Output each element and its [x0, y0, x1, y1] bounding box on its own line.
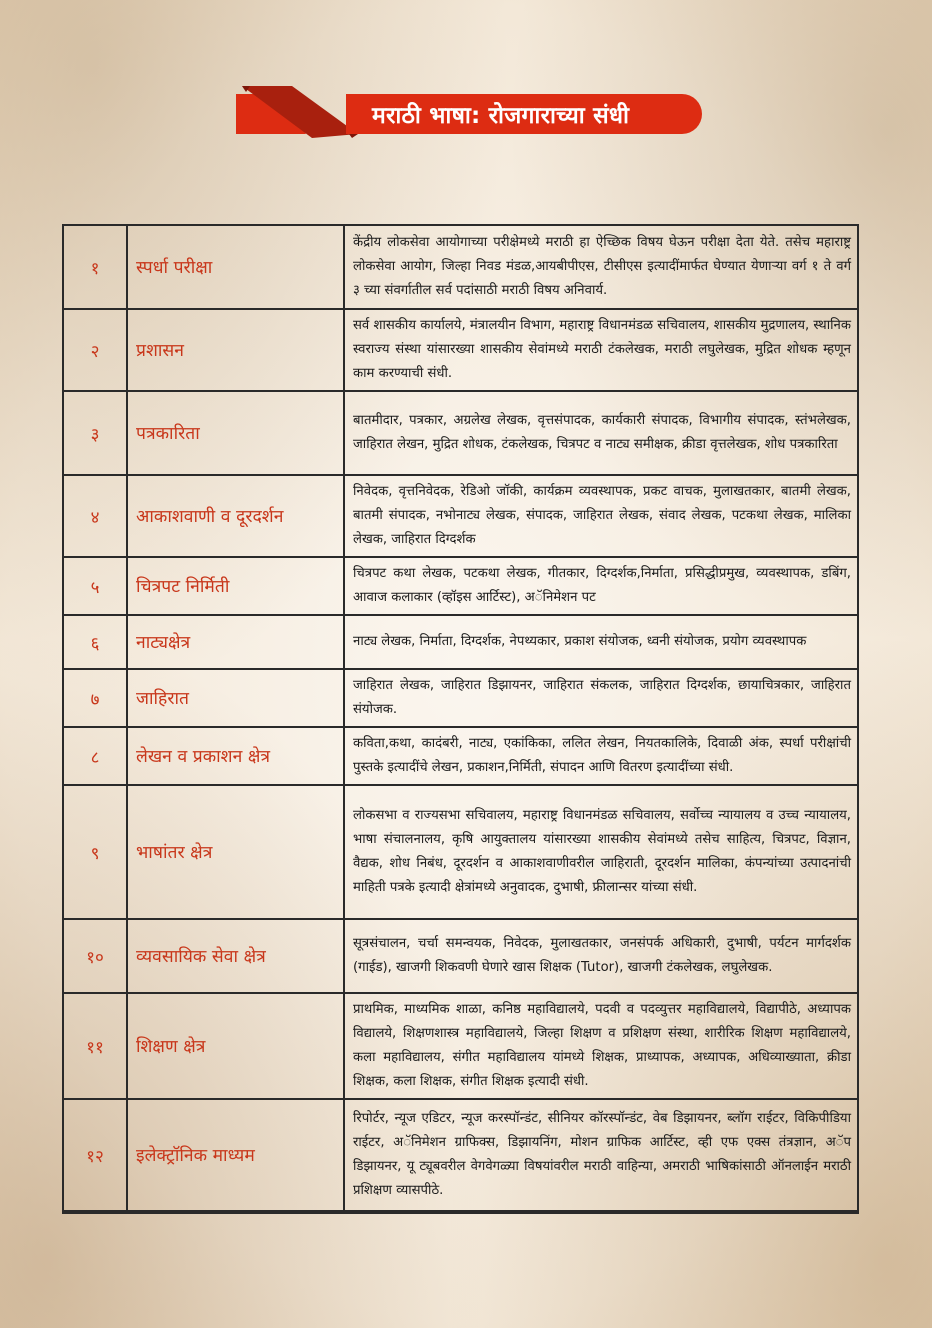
category-description: कविता,कथा, कादंबरी, नाट्य, एकांकिका, ललित लेखन, नियतकालिके, दिवाळी अंक, स्पर्धा परीक्षांची पुस्तके इत्यादींचे लेखन, प्रकाशन,निर्मिती, संपादन आणि वितरण इत्यादींच्या संधी.	[344, 727, 858, 785]
row-number: ९	[63, 785, 127, 919]
row-number: १	[63, 225, 127, 309]
category-name: जाहिरात	[127, 669, 344, 727]
category-description: चित्रपट कथा लेखक, पटकथा लेखक, गीतकार, दिग्दर्शक,निर्माता, प्रसिद्धीप्रमुख, व्यवस्थापक, डबिंग, आवाज कलाकार (व्हॉइस आर्टिस्ट), अॅनिमेशन पट	[344, 557, 858, 615]
table-row	[63, 225, 858, 309]
category-description: लोकसभा व राज्यसभा सचिवालय, महाराष्ट्र विधानमंडळ सचिवालय, सर्वोच्च न्यायालय व उच्च न्यायालय, भाषा संचालनालय, कृषि आयुक्तालय यांसारख्या शासकीय सेवांमध्ये तसेच साहित्य, चित्रपट, विज्ञान, वैद्यक, शोध निबंध, दूरदर्शन व आकाशवाणीवरील जाहिराती, दूरदर्शन मालिका, कंपन्यांच्या उत्पादनांची माहिती पत्रके इत्यादी क्षेत्रांमध्ये अनुवादक, दुभाषी, फ्रीलान्सर यांच्या संधी.	[344, 785, 858, 919]
category-name: चित्रपट निर्मिती	[127, 557, 344, 615]
category-name: शिक्षण क्षेत्र	[127, 993, 344, 1099]
row-number: ८	[63, 727, 127, 785]
row-number: १०	[63, 919, 127, 993]
table-row	[63, 391, 858, 475]
row-number: १२	[63, 1099, 127, 1211]
table-row	[63, 475, 858, 557]
career-opportunities-table	[62, 224, 859, 1212]
category-description: सूत्रसंचालन, चर्चा समन्वयक, निवेदक, मुलाखतकार, जनसंपर्क अधिकारी, दुभाषी, पर्यटन मार्गदर्शक (गाईड), खाजगी शिकवणी घेणारे खास शिक्षक (Tutor), खाजगी टंकलेखक, लघुलेखक.	[344, 919, 858, 993]
category-description: बातमीदार, पत्रकार, अग्रलेख लेखक, वृत्तसंपादक, कार्यकारी संपादक, विभागीय संपादक, स्तंभलेखक, जाहिरात लेखन, मुद्रित शोधक, टंकलेखक, चित्रपट व नाट्य समीक्षक, क्रीडा वृत्तलेखक, शोध पत्रकारिता	[344, 391, 858, 475]
category-name: लेखन व प्रकाशन क्षेत्र	[127, 727, 344, 785]
category-name: नाट्यक्षेत्र	[127, 615, 344, 669]
category-description: प्राथमिक, माध्यमिक शाळा, कनिष्ठ महाविद्यालये, पदवी व पदव्युत्तर महाविद्यालये, विद्यापीठे, अध्यापक विद्यालये, शिक्षणशास्त्र महाविद्यालये, जिल्हा शिक्षण व प्रशिक्षण संस्था, शारीरिक शिक्षण महाविद्यालये, कला महाविद्यालय, संगीत महाविद्यालय यांमध्ये शिक्षक, प्राध्यापक, अध्यापक, अधिव्याख्याता, क्रीडा शिक्षक, कला शिक्षक, संगीत शिक्षक इत्यादी संधी.	[344, 993, 858, 1099]
category-description: सर्व शासकीय कार्यालये, मंत्रालयीन विभाग, महाराष्ट्र विधानमंडळ सचिवालय, शासकीय मुद्रणालय, स्थानिक स्वराज्य संस्था यांसारख्या शासकीय सेवांमध्ये मराठी टंकलेखक, मराठी लघुलेखक, मुद्रित शोधक म्हणून काम करण्याची संधी.	[344, 309, 858, 391]
category-name: इलेक्ट्रॉनिक माध्यम	[127, 1099, 344, 1211]
table-row	[63, 727, 858, 785]
title-banner	[236, 86, 702, 138]
table-row	[63, 669, 858, 727]
table-row	[63, 919, 858, 993]
table-bottom-rule	[62, 1212, 859, 1214]
row-number: ७	[63, 669, 127, 727]
category-description: निवेदक, वृत्तनिवेदक, रेडिओ जॉकी, कार्यक्रम व्यवस्थापक, प्रकट वाचक, मुलाखतकार, बातमी लेखक, बातमी संपादक, नभोनाट्य लेखक, संपादक, जाहिरात लेखक, संवाद लेखक, पटकथा लेखक, मालिका लेखक, जाहिरात दिग्दर्शक	[344, 475, 858, 557]
page-title: मराठी भाषा: रोजगाराच्या संधी	[372, 103, 630, 129]
category-description: केंद्रीय लोकसेवा आयोगाच्या परीक्षेमध्ये मराठी हा ऐच्छिक विषय घेऊन परीक्षा देता येते. तसेच महाराष्ट्र लोकसेवा आयोग, जिल्हा निवड मंडळ,आयबीपीएस, टीसीएस इत्यादींमार्फत घेण्यात येणाऱ्या वर्ग १ ते वर्ग ३ च्या संवर्गातील सर्व पदांसाठी मराठी विषय अनिवार्य.	[344, 225, 858, 309]
row-number: ३	[63, 391, 127, 475]
row-number: ४	[63, 475, 127, 557]
row-number: ११	[63, 993, 127, 1099]
table-row	[63, 615, 858, 669]
table-row	[63, 785, 858, 919]
table-row	[63, 993, 858, 1099]
row-number: २	[63, 309, 127, 391]
category-name: प्रशासन	[127, 309, 344, 391]
table-row	[63, 1099, 858, 1211]
category-name: भाषांतर क्षेत्र	[127, 785, 344, 919]
row-number: ६	[63, 615, 127, 669]
category-name: व्यवसायिक सेवा क्षेत्र	[127, 919, 344, 993]
table-row	[63, 557, 858, 615]
row-number: ५	[63, 557, 127, 615]
category-name: आकाशवाणी व दूरदर्शन	[127, 475, 344, 557]
category-description: रिपोर्टर, न्यूज एडिटर, न्यूज करस्पॉन्डंट, सीनियर कॉरस्पॉन्डंट, वेब डिझायनर, ब्लॉग राईटर, विकिपीडिया राईटर, अॅनिमेशन ग्राफिक्स, डिझायनिंग, मोशन ग्राफिक आर्टिस्ट, व्ही एफ एक्स तंत्रज्ञान, अॅप डिझायनर, यू ट्यूबवरील वेगवेगळ्या विषयांवरील मराठी वाहिन्या, अमराठी भाषिकांसाठी ऑनलाईन मराठी प्रशिक्षण व्यासपीठे.	[344, 1099, 858, 1211]
category-description: जाहिरात लेखक, जाहिरात डिझायनर, जाहिरात संकलक, जाहिरात दिग्दर्शक, छायाचित्रकार, जाहिरात संयोजक.	[344, 669, 858, 727]
category-description: नाट्य लेखक, निर्माता, दिग्दर्शक, नेपथ्यकार, प्रकाश संयोजक, ध्वनी संयोजक, प्रयोग व्यवस्थापक	[344, 615, 858, 669]
table-row	[63, 309, 858, 391]
category-name: स्पर्धा परीक्षा	[127, 225, 344, 309]
category-name: पत्रकारिता	[127, 391, 344, 475]
